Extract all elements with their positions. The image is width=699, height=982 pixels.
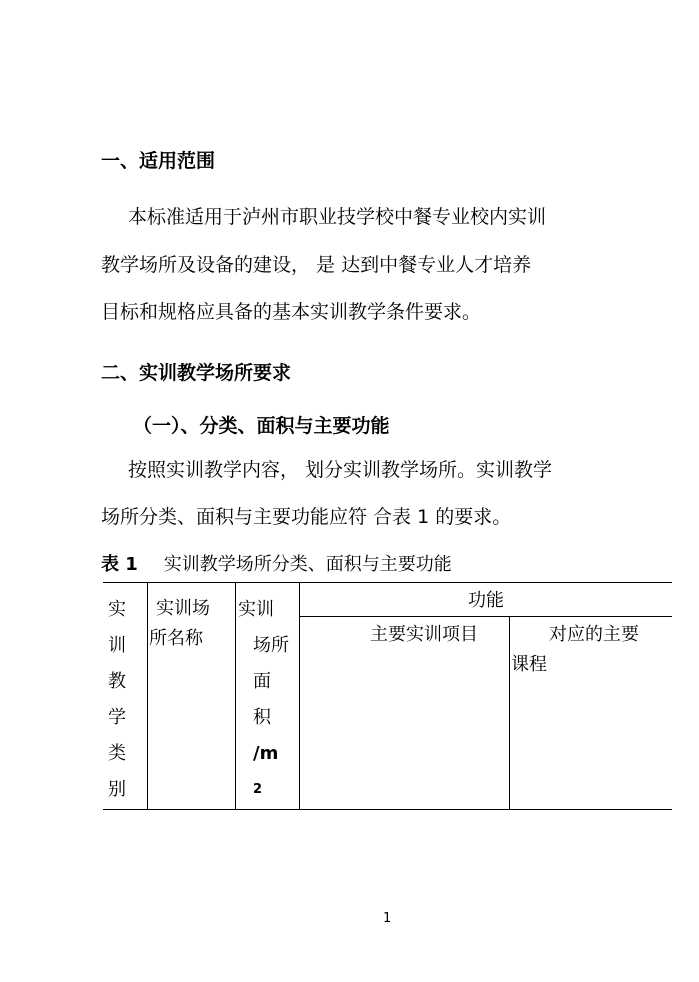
header-text: 面 xyxy=(253,671,271,692)
paragraph-line: 按照实训教学内容， 划分实训教学场所。实训教学 xyxy=(128,459,553,481)
header-text: 实训场 xyxy=(156,598,210,619)
table-col-divider xyxy=(235,582,236,810)
header-text: 积 xyxy=(253,707,271,728)
page-number: 1 xyxy=(383,911,392,926)
header-char: 类 xyxy=(108,743,126,764)
paragraph-line: 目标和规格应具备的基本实训教学条件要求。 xyxy=(101,301,482,323)
table-col-divider xyxy=(147,582,148,810)
header-char: 训 xyxy=(108,635,126,656)
area-unit xyxy=(253,736,298,797)
table-caption-text: 实训教学场所分类、面积与主要功能 xyxy=(163,554,452,575)
table-bottom-rule xyxy=(103,809,672,810)
header-cell-related-courses xyxy=(511,620,672,680)
subsection-heading: （一）、分类、面积与主要功能 xyxy=(133,415,390,437)
header-text: 对应的主要 xyxy=(549,624,639,645)
table-caption-label: 表 1 xyxy=(101,554,138,575)
paragraph-line: 教学场所及设备的建设， 是 达到中餐专业人才培养 xyxy=(101,254,532,276)
header-char: 学 xyxy=(108,707,126,728)
header-char: 别 xyxy=(108,779,126,800)
table-caption xyxy=(101,550,452,576)
table-top-rule xyxy=(103,582,672,583)
area-unit-base: /m xyxy=(253,743,279,764)
section-heading-requirements: 二、实训教学场所要求 xyxy=(101,362,292,384)
header-char: 教 xyxy=(108,671,126,692)
paragraph-line: 本标准适用于泸州市职业技学校中餐专业校内实训 xyxy=(128,206,547,228)
header-cell-site-area xyxy=(238,592,298,797)
header-char: 实 xyxy=(108,599,126,620)
paragraph-line: 场所分类、面积与主要功能应符 合表 1 的要求。 xyxy=(101,506,512,528)
header-text: 课程 xyxy=(511,654,547,675)
section-heading-scope: 一、适用范围 xyxy=(101,150,216,172)
header-cell-function: 功能 xyxy=(468,590,504,611)
table-col-divider xyxy=(299,582,300,810)
header-text: 所名称 xyxy=(149,628,203,649)
header-cell-site-name xyxy=(149,594,235,654)
area-unit-superscript: 2 xyxy=(253,782,263,797)
header-text: 实训 xyxy=(238,599,274,620)
table-header-divider xyxy=(299,616,672,617)
table-col-divider xyxy=(509,616,510,810)
header-text: 场所 xyxy=(253,635,289,656)
header-cell-main-training-items: 主要实训项目 xyxy=(370,624,478,645)
header-cell-category xyxy=(108,592,144,808)
